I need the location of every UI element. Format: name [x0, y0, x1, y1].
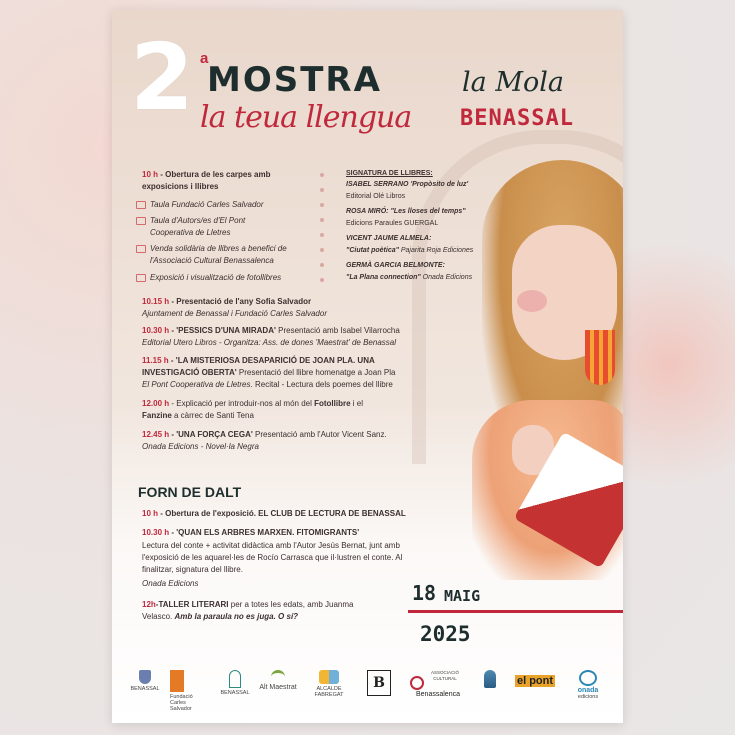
sponsor-logo-onada: onada edicions: [572, 670, 604, 700]
schedule-detail: Onada Edicions - Novel·la Negra: [142, 442, 259, 451]
signing-author: GERMÀ GARCIA BELMONTE:: [346, 262, 445, 269]
list-item: Taula d'Autors/es d'El Pont: [150, 216, 246, 225]
town-name: BENASSAL: [460, 106, 574, 131]
date-underline: [408, 610, 623, 613]
schedule-item: 12.45 h - 'UNA FORÇA CEGA' Presentació amb l'Autor Vicent Sanz.: [142, 430, 387, 439]
separator-dot: [320, 218, 324, 222]
event-year: 2025: [420, 622, 471, 646]
separator-dot: [320, 203, 324, 207]
event-month: MAIG: [444, 587, 481, 605]
sponsor-logo-associacio-cultural: ASSOCIACIÓ CULTURAL Benassalenca: [410, 670, 466, 698]
opening-event: 10 h - Obertura de les carpes amb: [142, 170, 271, 179]
poster-subtitle: la teua llengua: [200, 100, 412, 135]
separator-dot: [320, 233, 324, 237]
edition-number: 2: [130, 24, 195, 131]
forn-detail: l'exposició de les aquarel·les de Rocío Carrasca que il·lustren el conte. Al: [142, 553, 403, 562]
sponsor-logo-el-pont: el pont: [516, 675, 554, 687]
forn-publisher: Onada Edicions: [142, 579, 199, 588]
forn-event: 10.30 h - 'QUAN ELS ARBRES MARXEN. FITOMIGRANTS': [142, 528, 360, 537]
signing-entry: ROSA MIRÓ: "Les lloses del temps": [346, 208, 466, 215]
forn-detail: finalitzar, signatura del llibre.: [142, 565, 243, 574]
schedule-detail: Fanzine a càrrec de Santi Tena: [142, 411, 254, 420]
list-item: Venda solidària de llibres a benefici de: [150, 244, 287, 253]
list-item: l'Associació Cultural Benassalenca: [150, 256, 274, 265]
signing-publisher: Editorial Olé Libros: [346, 193, 406, 200]
poster-title: MOSTRA: [207, 60, 382, 100]
schedule-item-line2: INVESTIGACIÓ OBERTA' Presentació del llibre homenatge a Joan Pla: [142, 368, 396, 377]
sponsor-logo-alt-maestrat: Alt Maestrat: [258, 670, 298, 691]
cheek-blush: [517, 290, 547, 312]
signing-publisher: Edicions Paraules GUERGAL: [346, 220, 439, 227]
separator-dot: [320, 188, 324, 192]
painted-tongue: [585, 330, 615, 385]
signing-author: VICENT JAUME ALMELA:: [346, 235, 432, 242]
book-bullet-icon: [136, 217, 146, 225]
book-bullet-icon: [136, 274, 146, 282]
forn-event: 12h-TALLER LITERARI per a totes les edats, amb Juanma: [142, 600, 354, 609]
book-bullet-icon: [136, 201, 146, 209]
separator-dot: [320, 173, 324, 177]
signing-entry: "La Plana connection" Onada Edicions: [346, 274, 473, 281]
list-item: Taula Fundació Carles Salvador: [150, 200, 264, 209]
opening-event-line2: exposicions i llibres: [142, 182, 219, 191]
list-item: Cooperativa de Lletres: [150, 228, 231, 237]
section-heading: FORN DE DALT: [138, 484, 242, 500]
sponsor-logo-emblem: [480, 670, 500, 690]
separator-dot: [320, 248, 324, 252]
list-item: Exposició i visualització de fotollibres: [150, 273, 282, 282]
separator-dot: [320, 278, 324, 282]
event-day: 18: [412, 581, 437, 605]
sponsor-logo-fundacio: Fundació Carles Salvador: [170, 670, 204, 712]
forn-event: 10 h - Obertura de l'exposició. EL CLUB DE LECTURA DE BENASSAL: [142, 509, 406, 518]
sponsor-logo-b: B: [364, 670, 394, 698]
place-name: la Mola: [462, 67, 564, 98]
forn-detail: Lectura del conte + activitat didàctica amb l'Autor Jesús Bernat, junt amb: [142, 541, 400, 550]
event-poster: [112, 10, 623, 723]
schedule-detail: Ajuntament de Benassal i Fundació Carles Salvador: [142, 309, 327, 318]
edition-suffix: a: [200, 50, 209, 67]
schedule-item: 12.00 h - Explicació per introduir-nos al món del Fotollibre i el: [142, 399, 363, 408]
schedule-detail: El Pont Cooperativa de Lletres. Recital - Lectura dels poemes del llibre: [142, 380, 393, 389]
schedule-item: 11.15 h - 'LA MISTERIOSA DESAPARICIÓ DE JOAN PLA. UNA: [142, 356, 375, 365]
signing-entry: ISABEL SERRANO 'Propòsito de luz': [346, 181, 469, 188]
forn-detail: Velasco. Amb la paraula no es juga. O sí?: [142, 612, 299, 621]
signing-heading: SIGNATURA DE LLIBRES:: [346, 170, 433, 177]
sponsor-logo-alcalde-fabregat: ALCALDE FABREGAT: [312, 670, 346, 698]
signing-entry: "Ciutat poètica" Pajarita Roja Ediciones: [346, 247, 474, 254]
schedule-item: 10.30 h - 'PESSICS D'UNA MIRADA' Presentació amb Isabel Vilarrocha: [142, 326, 400, 335]
schedule-detail: Editorial Utero Libros - Organitza: Ass. de dones 'Maestrat' de Benassal: [142, 338, 396, 347]
book-bullet-icon: [136, 245, 146, 253]
schedule-item: 10.15 h - Presentació de l'any Sofia Salvador: [142, 297, 312, 306]
separator-dot: [320, 263, 324, 267]
sponsor-logo-benassal: BENASSAL: [130, 670, 160, 692]
sponsor-logo-benassal-2: BENASSAL: [220, 670, 250, 696]
